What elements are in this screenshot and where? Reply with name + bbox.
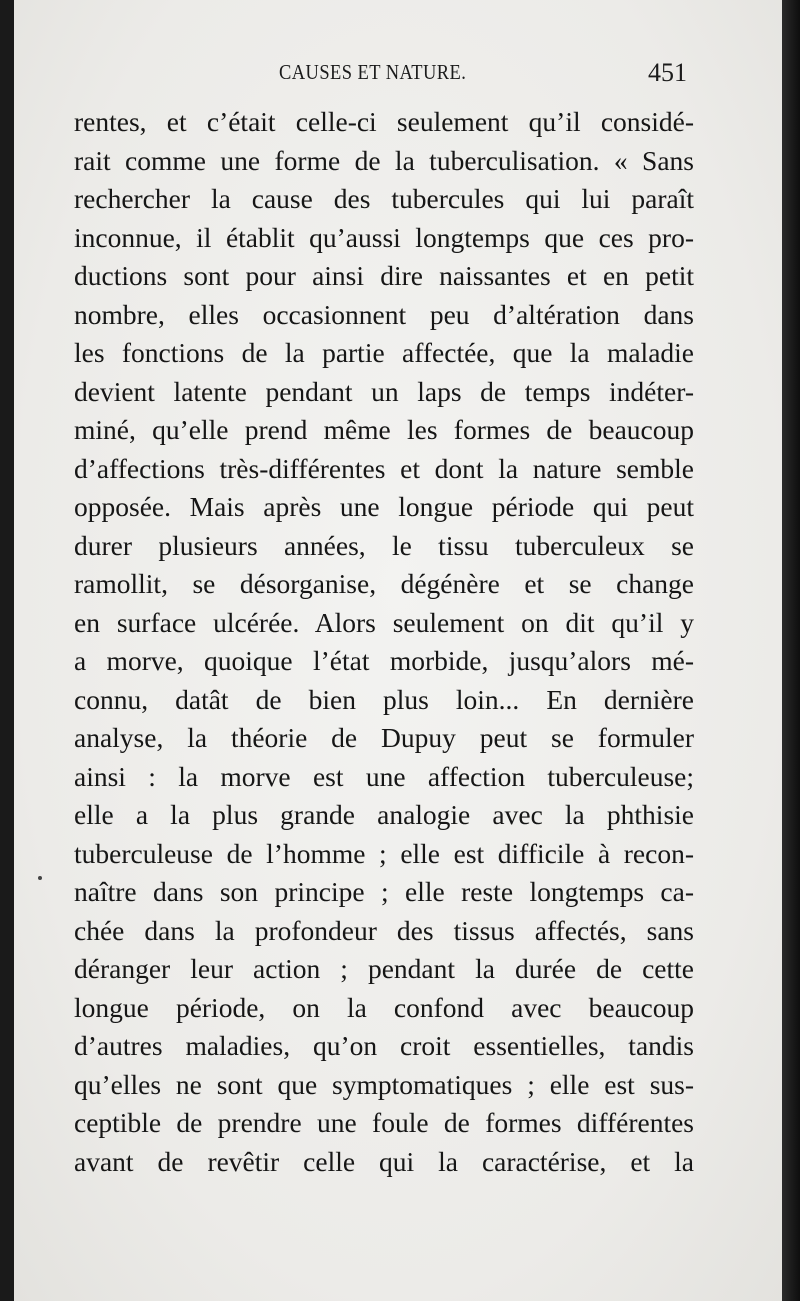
text-line: d’autres maladies, qu’on croit essentielles, tandis [74,1030,694,1061]
text-line: durer plusieurs années, le tissu tuberculeux se [74,529,694,561]
text-line: elle a la plus grande analogie avec la phthisie [74,799,694,830]
running-head [0,58,800,88]
text-line: ramollit, se désorganise, dégénère et se change [74,568,694,599]
text-line: tuberculeuse de l’homme ; elle est difficile à recon- [74,837,694,869]
text-line: chée dans la profondeur des tissus affectés, sans [74,914,694,946]
text-line: opposée. Mais après une longue période qui peut [74,491,694,522]
text-line: miné, qu’elle prend même les formes de beaucoup [74,414,694,445]
text-line: rait comme une forme de la tuberculisation. « Sans [74,144,694,176]
text-line: analyse, la théorie de Dupuy peut se formuler [74,722,694,753]
text-line: nombre, elles occasionnent peu d’altération dans [74,298,694,330]
text-line: naître dans son principe ; elle reste longtemps ca- [74,876,694,907]
page-number: 451 [648,58,687,87]
text-line: longue période, on la confond avec beaucoup [74,991,694,1023]
text-line: connu, datât de bien plus loin... En dernière [74,683,694,715]
page-edge-shadow [782,0,800,1301]
text-line: inconnue, il établit qu’aussi longtemps que ces pro- [74,221,694,253]
body-text [74,103,694,1181]
text-line: avant de revêtir celle qui la caractérise, et la [74,1145,694,1177]
text-line: déranger leur action ; pendant la durée de cette [74,953,694,984]
text-line: d’affections très-différentes et dont la nature semble [74,452,694,484]
running-title: CAUSES ET NATURE. [279,60,467,84]
text-line: ainsi : la morve est une affection tuberculeuse; [74,760,694,792]
text-line: les fonctions de la partie affectée, que la maladie [74,337,694,368]
text-line: en surface ulcérée. Alors seulement on dit qu’il y [74,606,694,638]
ink-speck [38,876,42,880]
text-line: ductions sont pour ainsi dire naissantes et en petit [74,260,694,291]
text-line: rentes, et c’était celle-ci seulement qu’il considé- [74,106,694,137]
text-line: rechercher la cause des tubercules qui lui paraît [74,183,694,214]
text-line: qu’elles ne sont que symptomatiques ; elle est sus- [74,1068,694,1100]
text-line: devient latente pendant un laps de temps indéter- [74,375,694,407]
text-line: a morve, quoique l’état morbide, jusqu’alors mé- [74,645,694,676]
text-line: ceptible de prendre une foule de formes différentes [74,1107,694,1138]
